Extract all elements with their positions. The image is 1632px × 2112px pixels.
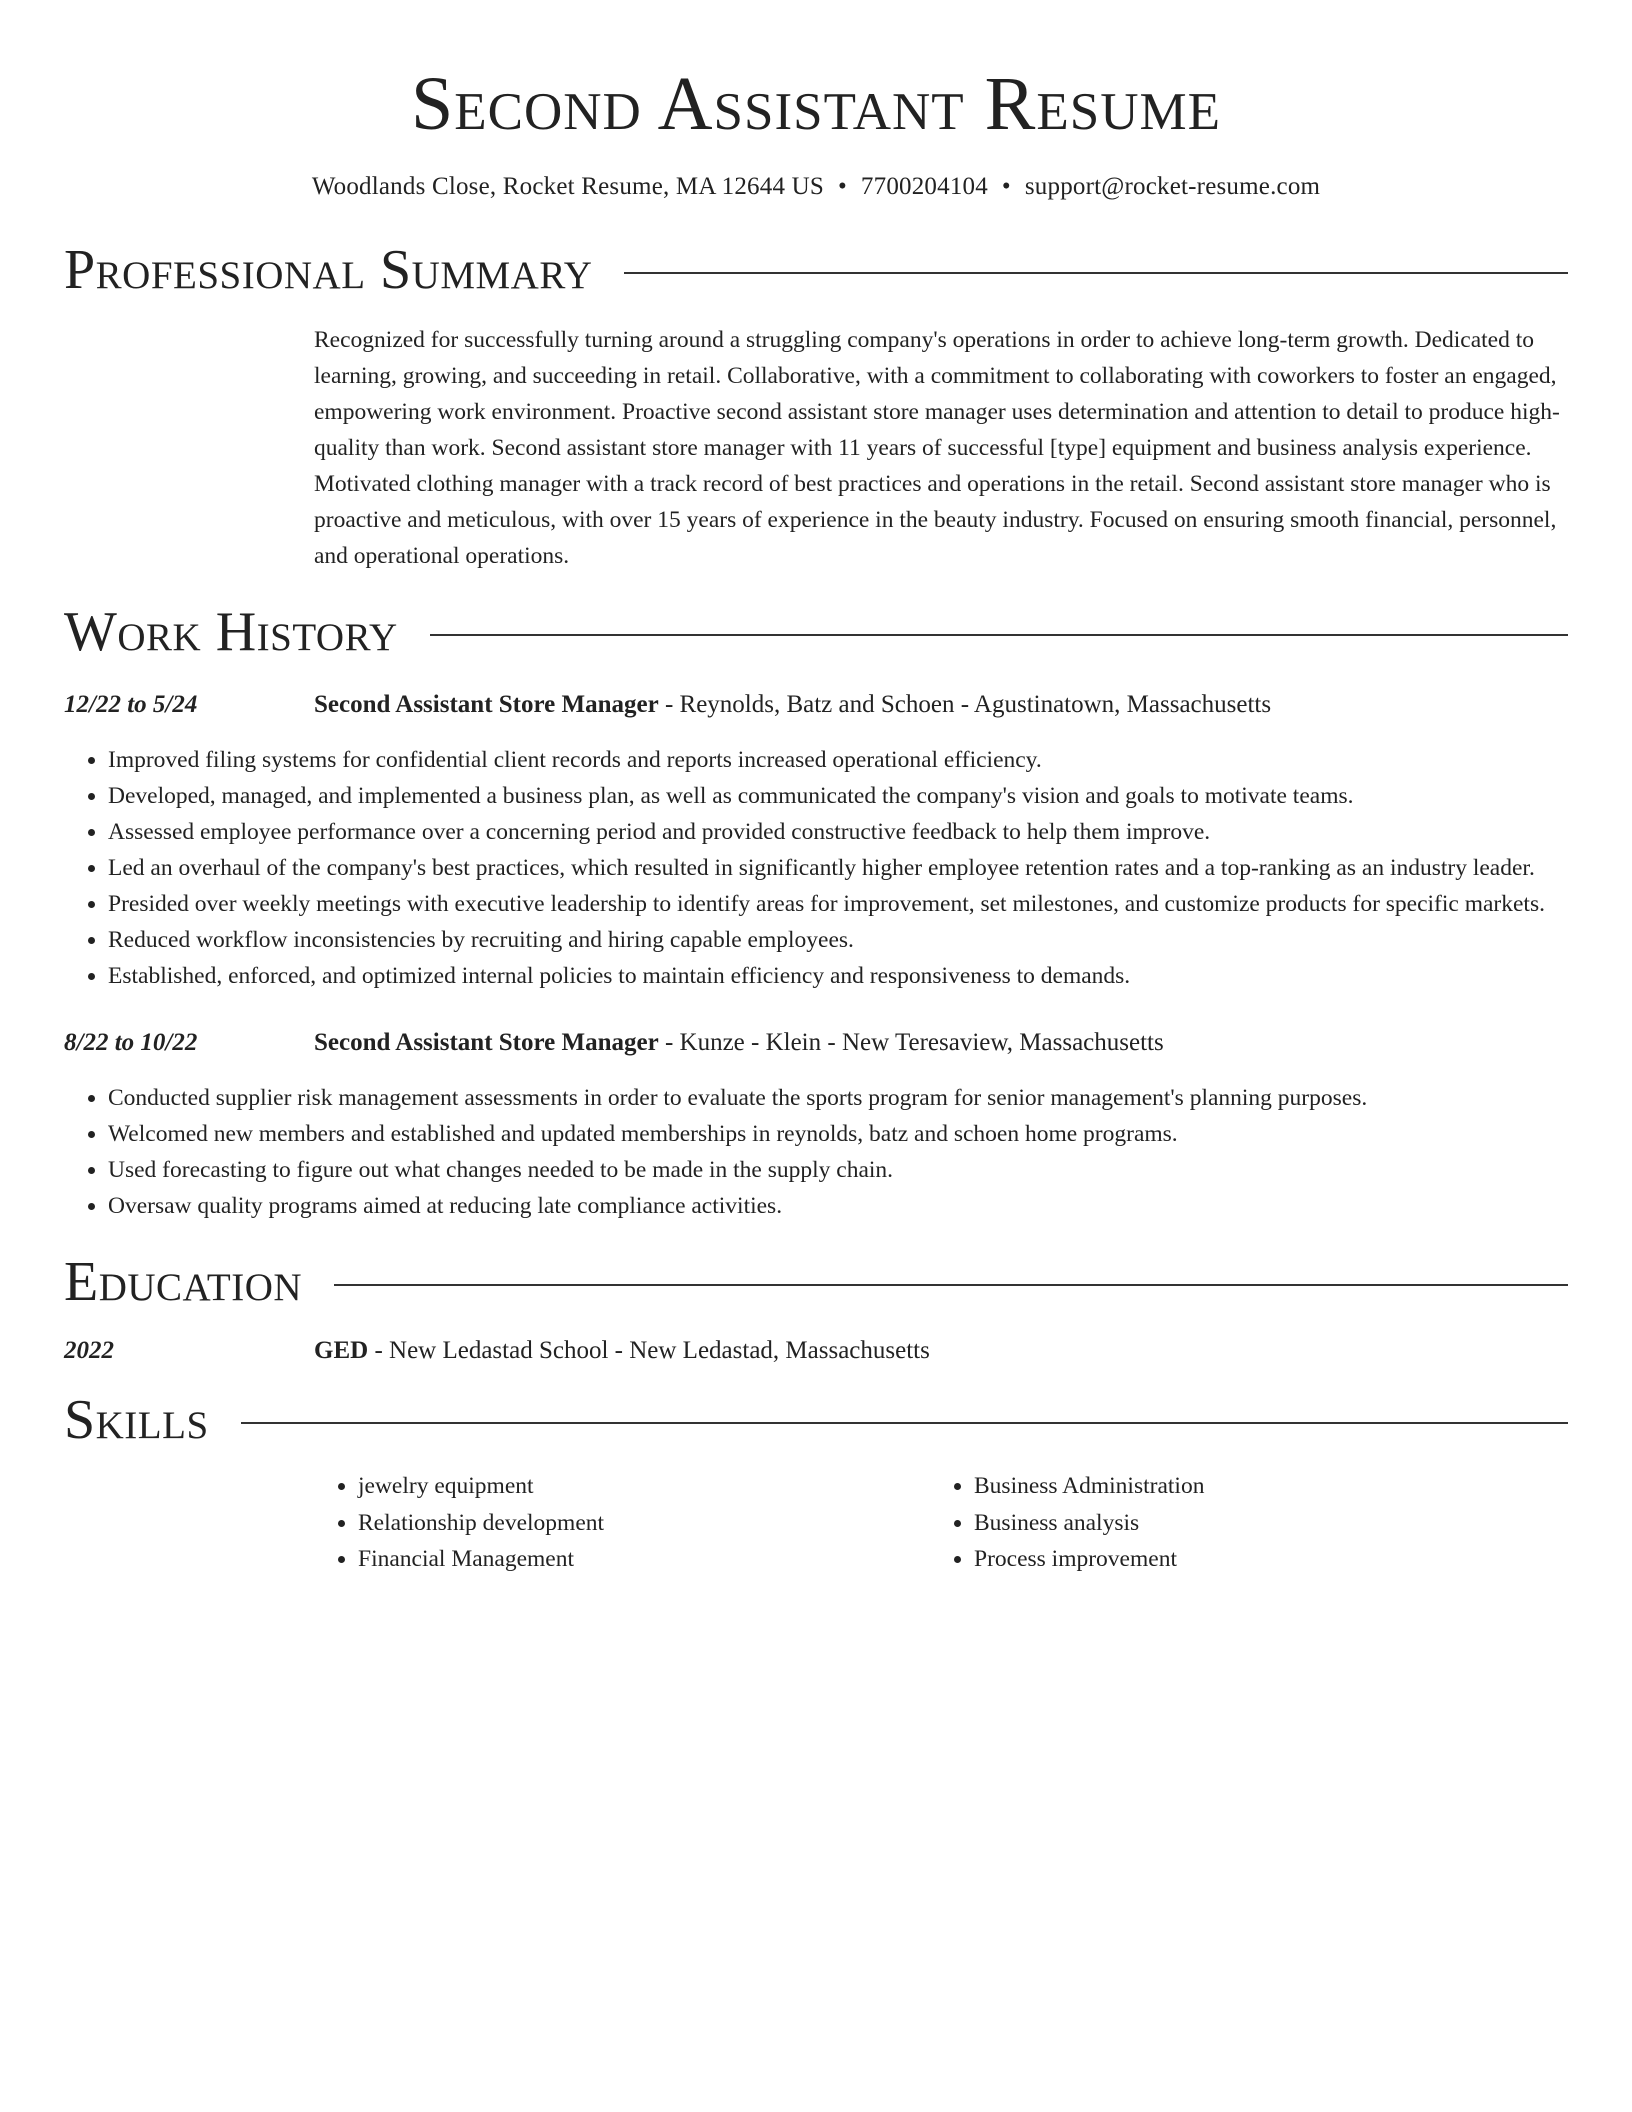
job-entry — [64, 1026, 1568, 1224]
job-entry — [64, 688, 1568, 994]
job-title: Second Assistant Store Manager — [314, 691, 659, 718]
list-item: • Conducted supplier risk management assessments in order to evaluate the sports program for senior management's planning purposes. — [108, 1080, 1568, 1116]
skill-item: • Financial Management — [358, 1541, 930, 1578]
contact-address: Woodlands Close, Rocket Resume, MA 12644 US — [311, 173, 824, 200]
contact-phone: 7700204104 — [860, 173, 988, 200]
work-section-header — [64, 602, 1568, 662]
skill-item: • Relationship development — [358, 1505, 930, 1542]
list-item: • Established, enforced, and optimized internal policies to maintain efficiency and responsiveness to demands. — [108, 958, 1568, 994]
list-item: • Welcomed new members and established and updated memberships in reynolds, batz and schoen home programs. — [108, 1116, 1568, 1152]
job-title-line — [314, 1026, 1164, 1060]
list-item: • Oversaw quality programs aimed at reducing late compliance activities. — [108, 1188, 1568, 1224]
work-heading: Work History — [64, 601, 398, 663]
list-item: • Improved filing systems for confidential client records and reports increased operational efficiency. — [108, 742, 1568, 778]
job-header — [64, 1026, 1568, 1060]
section-divider — [334, 1284, 1568, 1286]
education-entry — [64, 1334, 1568, 1368]
contact-line — [64, 170, 1568, 204]
education-line — [314, 1334, 930, 1368]
resume-title: Second Assistant Resume — [411, 62, 1221, 146]
job-title-line — [314, 688, 1271, 722]
skills-column-left — [314, 1468, 930, 1578]
job-bullets — [64, 742, 1568, 994]
skills-heading: Skills — [64, 1389, 209, 1451]
summary-text: Recognized for successfully turning around a struggling company's operations in order to achieve long-term growth. Dedicated to learning, growing, and succeeding in retail. Collaborative, with a commitment to collaborating with coworkers to foster an engaged, empowering work environment. Proactive second assistant store manager uses determination and attention to detail to produce high-quality than work. Second assistant store manager with 11 years of successful [type] equipment and business analysis experience. Motivated clothing manager with a track record of best practices and operations in the retail. Second assistant store manager who is proactive and meticulous, with over 15 years of experience in the beauty industry. Focused on ensuring smooth financial, personnel, and operational operations. — [314, 327, 1560, 569]
skills-column-right — [930, 1468, 1546, 1578]
job-bullets — [64, 1080, 1568, 1224]
skills-section-header — [64, 1390, 1568, 1450]
section-divider — [430, 634, 1568, 636]
job-dates: 8/22 to 10/22 — [64, 1029, 198, 1056]
education-section-header — [64, 1252, 1568, 1312]
contact-separator: • — [837, 173, 847, 200]
education-year: 2022 — [64, 1337, 114, 1364]
job-company: - Kunze - Klein - New Teresaview, Massachusetts — [658, 1029, 1164, 1056]
list-item: • Presided over weekly meetings with executive leadership to identify areas for improvement, set milestones, and customize products for specific markets. — [108, 886, 1568, 922]
education-degree: GED — [314, 1337, 369, 1364]
list-item: • Assessed employee performance over a concerning period and provided constructive feedback to help them improve. — [108, 814, 1568, 850]
education-heading: Education — [64, 1251, 303, 1313]
summary-section-header — [64, 240, 1568, 300]
contact-email: support@rocket-resume.com — [1024, 173, 1321, 200]
list-item: • Reduced workflow inconsistencies by recruiting and hiring capable employees. — [108, 922, 1568, 958]
list-item: • Developed, managed, and implemented a business plan, as well as communicated the company's vision and goals to motivate teams. — [108, 778, 1568, 814]
skill-item: • Business Administration — [974, 1468, 1546, 1505]
skill-item: • Process improvement — [974, 1541, 1546, 1578]
job-company: - Reynolds, Batz and Schoen - Agustinatown, Massachusetts — [658, 691, 1272, 718]
summary-heading: Professional Summary — [64, 239, 593, 301]
job-title: Second Assistant Store Manager — [314, 1029, 659, 1056]
list-item: • Led an overhaul of the company's best practices, which resulted in significantly higher employee retention rates and a top-ranking as an industry leader. — [108, 850, 1568, 886]
contact-separator: • — [1001, 173, 1011, 200]
education-school: - New Ledastad School - New Ledastad, Massachusetts — [368, 1337, 930, 1364]
job-header — [64, 688, 1568, 722]
list-item: • Used forecasting to figure out what changes needed to be made in the supply chain. — [108, 1152, 1568, 1188]
skills-list — [314, 1468, 1568, 1578]
section-divider — [241, 1422, 1568, 1424]
skill-item: • jewelry equipment — [358, 1468, 930, 1505]
section-divider — [624, 272, 1568, 274]
skill-item: • Business analysis — [974, 1505, 1546, 1542]
job-dates: 12/22 to 5/24 — [64, 691, 198, 718]
